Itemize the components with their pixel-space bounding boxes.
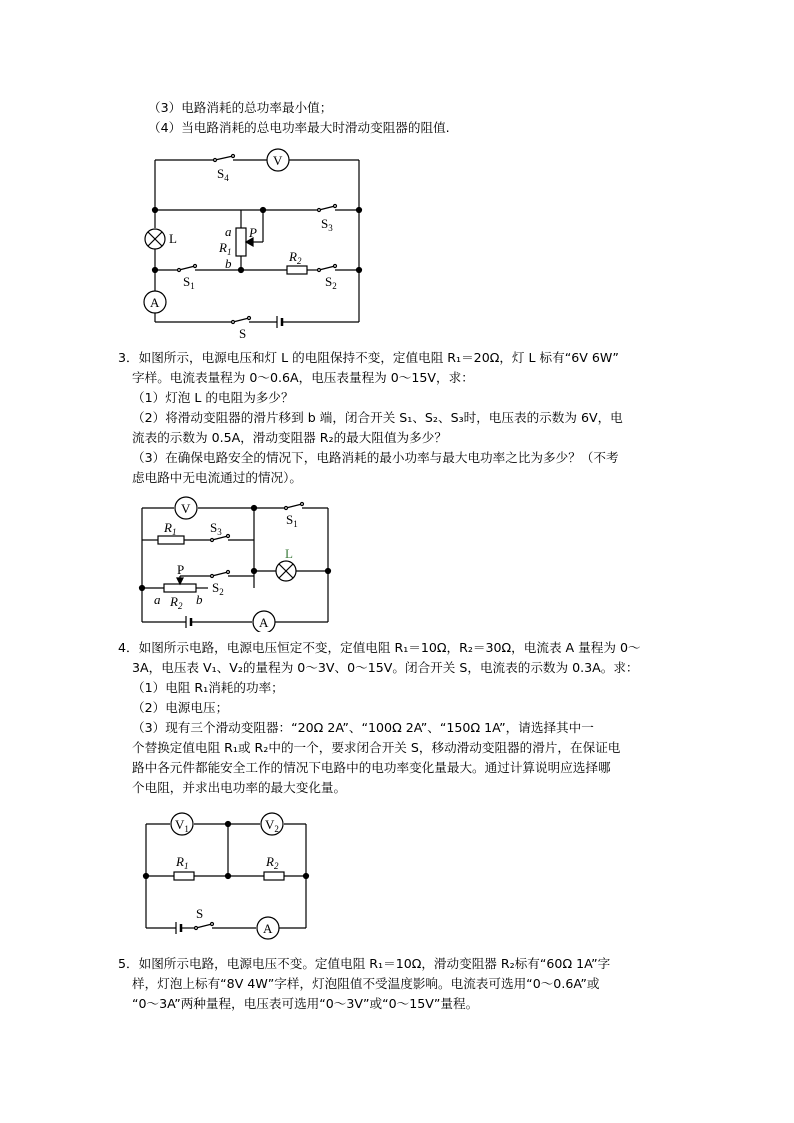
question-4-part-3: （3）现有三个滑动变阻器：“20Ω 2A”、“100Ω 2A”、“150Ω 1A”，请选择其中一 [132,720,594,735]
voltmeter-label: V [273,153,283,168]
question-2-part-3: （3）电路消耗的总功率最小值； [148,100,333,115]
question-4-part-3-cont-1: 个替换定值电阻 R₁或 R₂中的一个，要求闭合开关 S，移动滑动变阻器的滑片，在保证电 [132,740,621,755]
question-4-part-1: （1）电阻 R₁消耗的功率； [132,680,284,695]
end-a-label: a [154,592,161,607]
ammeter-label: A [150,295,160,310]
r1-label: $R_1$ [176,854,189,871]
r2-label: $R_2$ [266,854,279,871]
s2-label: $S_2$ [212,580,224,597]
question-2-part-4: （4）当电路消耗的总电功率最大时滑动变阻器的阻值. [148,120,450,135]
v2-label: $V_2$ [265,817,279,834]
circuit-diagram-1 [135,142,375,342]
s3-label: $S_3$ [210,520,222,537]
question-5-line-2: 样，灯泡上标有“8V 4W”字样，灯泡阻值不受温度影响。电流表可选用“0～0.6A”或 [132,976,600,991]
s-label: S [239,326,247,341]
circuit-diagram-2 [136,496,336,632]
slider-p-label: P [177,562,185,577]
question-3-line-2: 字样。电流表量程为 0～0.6A，电压表量程为 0～15V，求： [132,370,474,385]
s1-label: $S_1$ [286,512,298,529]
r1-label: $R_1$ [219,240,232,257]
lamp-label: L [285,546,293,561]
question-3-line-1: 3．如图所示，电源电压和灯 L 的电阻保持不变，定值电阻 R₁＝20Ω，灯 L 标有“6V 6W” [118,350,619,365]
s-label: S [196,906,204,921]
question-4-part-3-cont-3: 个电阻，并求出电功率的最大变化量。 [132,780,347,795]
question-3-part-2-cont: 流表的示数为 0.5A，滑动变阻器 R₂的最大阻值为多少？ [132,430,447,445]
circuit-diagram-3 [140,812,315,942]
s1-label: $S_1$ [183,274,195,291]
ammeter-label: A [263,921,273,936]
end-b-label: b [225,256,232,271]
s2-label: $S_2$ [325,274,337,291]
question-4-line-2: 3A，电压表 V₁、V₂的量程为 0～3V、0～15V。闭合开关 S，电流表的示数为 0.3A。求： [132,660,639,675]
r1-label: $R_1$ [164,520,177,537]
ammeter-label: A [259,615,269,630]
slider-p-label: P [249,225,257,240]
end-a-label: a [225,224,232,239]
end-b-label: b [196,592,203,607]
question-5-line-1: 5．如图所示电路，电源电压不变。定值电阻 R₁＝10Ω，滑动变阻器 R₂标有“60Ω 1A”字 [118,956,611,971]
question-4-line-1: 4．如图所示电路，电源电压恒定不变，定值电阻 R₁＝10Ω，R₂＝30Ω，电流表 A 量程为 0～ [118,640,641,655]
s4-label: $S_4$ [217,166,229,183]
s3-label: $S_3$ [321,216,333,233]
voltmeter-label: V [181,501,191,516]
v1-label: $V_1$ [175,817,189,834]
question-5-line-3: “0～3A”两种量程，电压表可选用“0～3V”或“0～15V”量程。 [132,996,479,1011]
rheostat-icon [236,228,246,256]
lamp-label: L [169,231,177,246]
question-3-part-3: （3）在确保电路安全的情况下，电路消耗的最小功率与最大电功率之比为多少？（不考 [132,450,619,465]
r2-label: $R_2$ [289,249,302,266]
question-3-part-2: （2）将滑动变阻器的滑片移到 b 端，闭合开关 S₁、S₂、S₃时，电压表的示数为 6V，电 [132,410,623,425]
r2-label: $R_2$ [170,594,183,611]
question-3-part-3-cont: 虑电路中无电流通过的情况）。 [132,470,303,485]
question-3-part-1: （1）灯泡 L 的电阻为多少？ [132,390,294,405]
question-4-part-2: （2）电源电压； [132,700,229,715]
question-4-part-3-cont-2: 路中各元件都能安全工作的情况下电路中的电功率变化量最大。通过计算说明应选择哪 [132,760,611,775]
